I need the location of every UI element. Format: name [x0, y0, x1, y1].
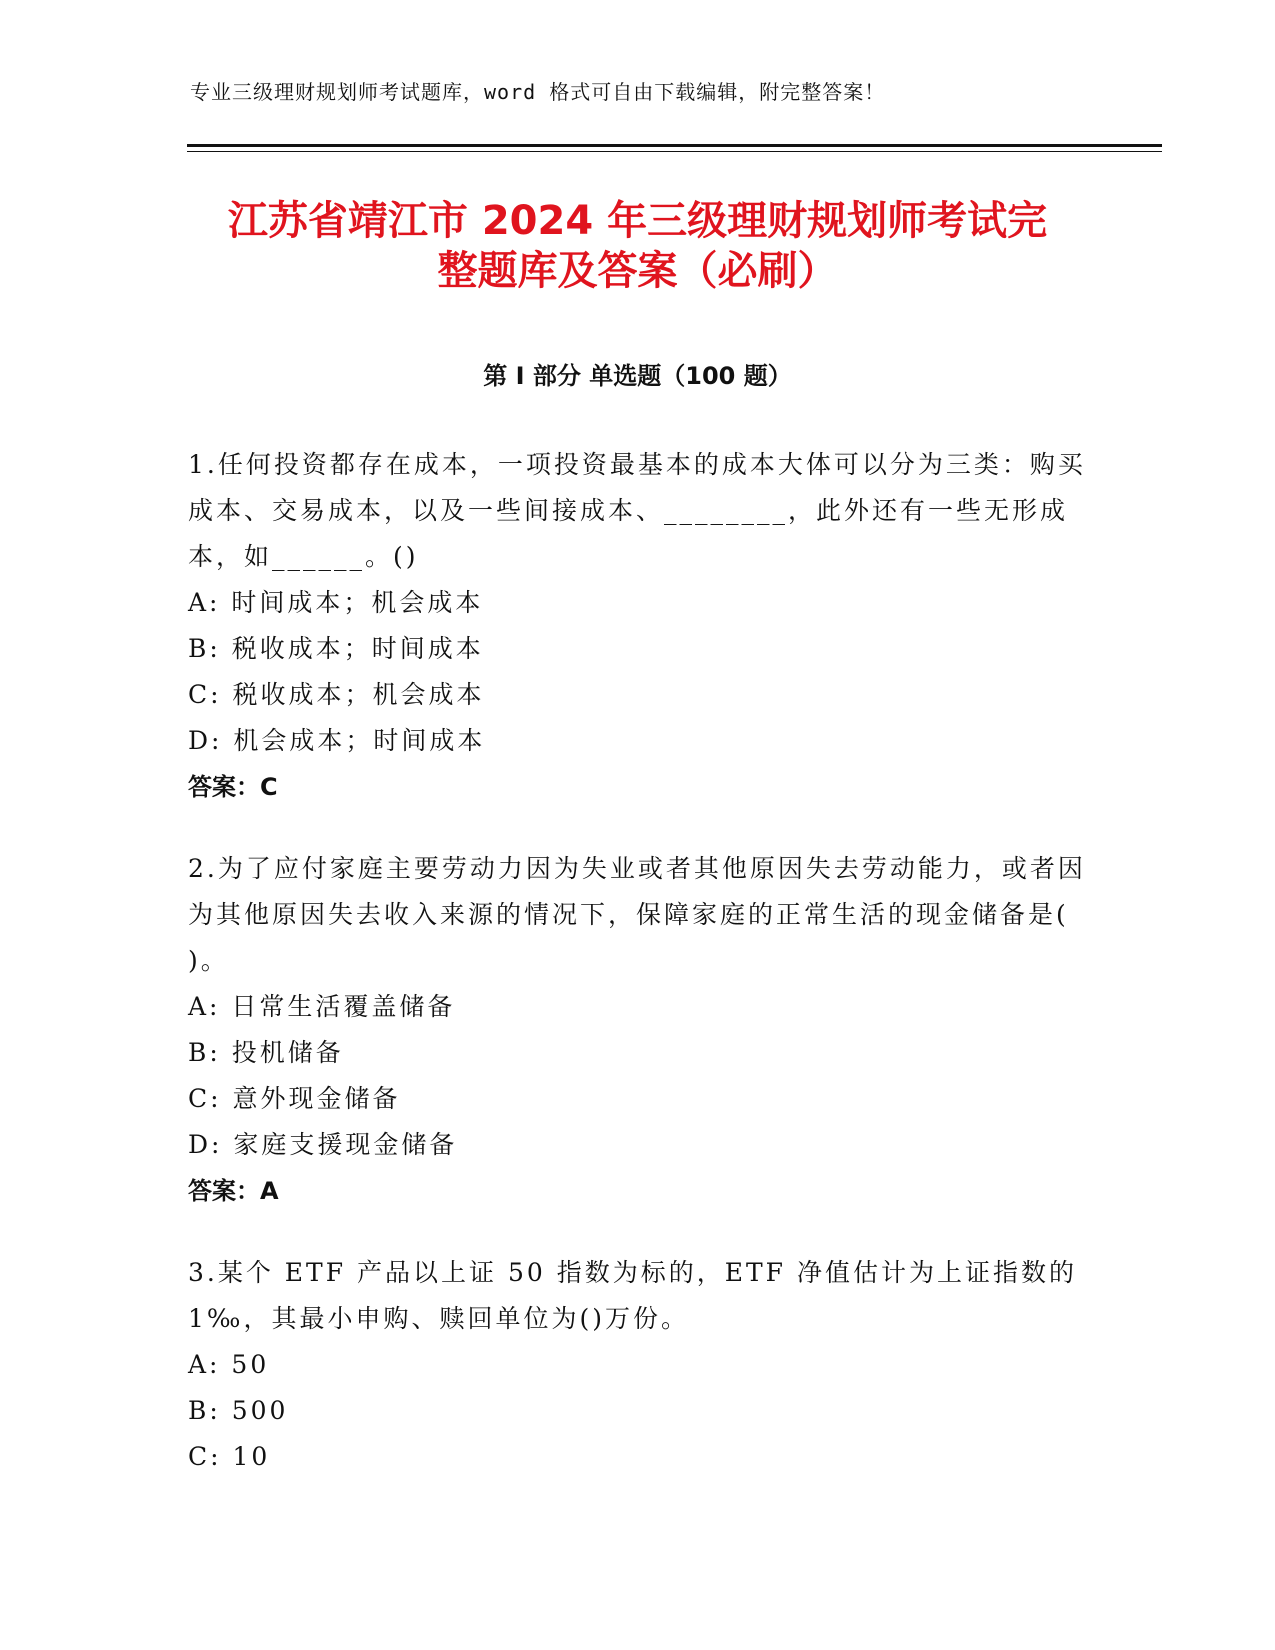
answer: 答案：C — [188, 773, 278, 801]
question-stem: 2.为了应付家庭主要劳动力因为失业或者其他原因失去劳动能力，或者因为其他原因失去收入来源的情况下，保障家庭的正常生活的现金储备是( )。 — [188, 854, 1086, 975]
answer: 答案：A — [188, 1177, 279, 1205]
question-3 — [188, 1250, 1088, 1480]
option-b: B: 投机储备 — [188, 1038, 344, 1067]
option-d: D: 家庭支援现金储备 — [188, 1130, 458, 1159]
option-a: A: 日常生活覆盖储备 — [188, 992, 456, 1021]
option-a: A: 时间成本；机会成本 — [188, 588, 484, 617]
question-list — [188, 442, 1088, 1516]
option-b: B: 500 — [188, 1396, 289, 1425]
document-title-line-2: 整题库及答案（必刷） — [437, 248, 838, 294]
document-title — [150, 196, 1125, 296]
option-c: C: 意外现金储备 — [188, 1084, 401, 1113]
header-rule-thin — [187, 151, 1162, 152]
question-2 — [188, 846, 1088, 1214]
option-c: C: 10 — [188, 1442, 271, 1471]
document-title-line-1: 江苏省靖江市 2024 年三级理财规划师考试完 — [227, 198, 1048, 244]
question-1 — [188, 442, 1088, 810]
option-d: D: 机会成本；时间成本 — [188, 726, 486, 755]
option-b: B: 税收成本；时间成本 — [188, 634, 484, 663]
option-a: A: 50 — [188, 1350, 270, 1379]
option-c: C: 税收成本；机会成本 — [188, 680, 485, 709]
page-header: 专业三级理财规划师考试题库，word 格式可自由下载编辑，附完整答案！ — [190, 80, 886, 104]
question-stem: 3.某个 ETF 产品以上证 50 指数为标的，ETF 净值估计为上证指数的 1‰，其最小申购、赎回单位为()万份。 — [188, 1258, 1077, 1333]
section-title: 第 I 部分 单选题（100 题） — [483, 362, 792, 390]
question-stem: 1.任何投资都存在成本，一项投资最基本的成本大体可以分为三类：购买成本、交易成本，以及一些间接成本、________，此外还有一些无形成本，如______。() — [188, 450, 1086, 571]
header-rule-thick — [187, 144, 1162, 147]
